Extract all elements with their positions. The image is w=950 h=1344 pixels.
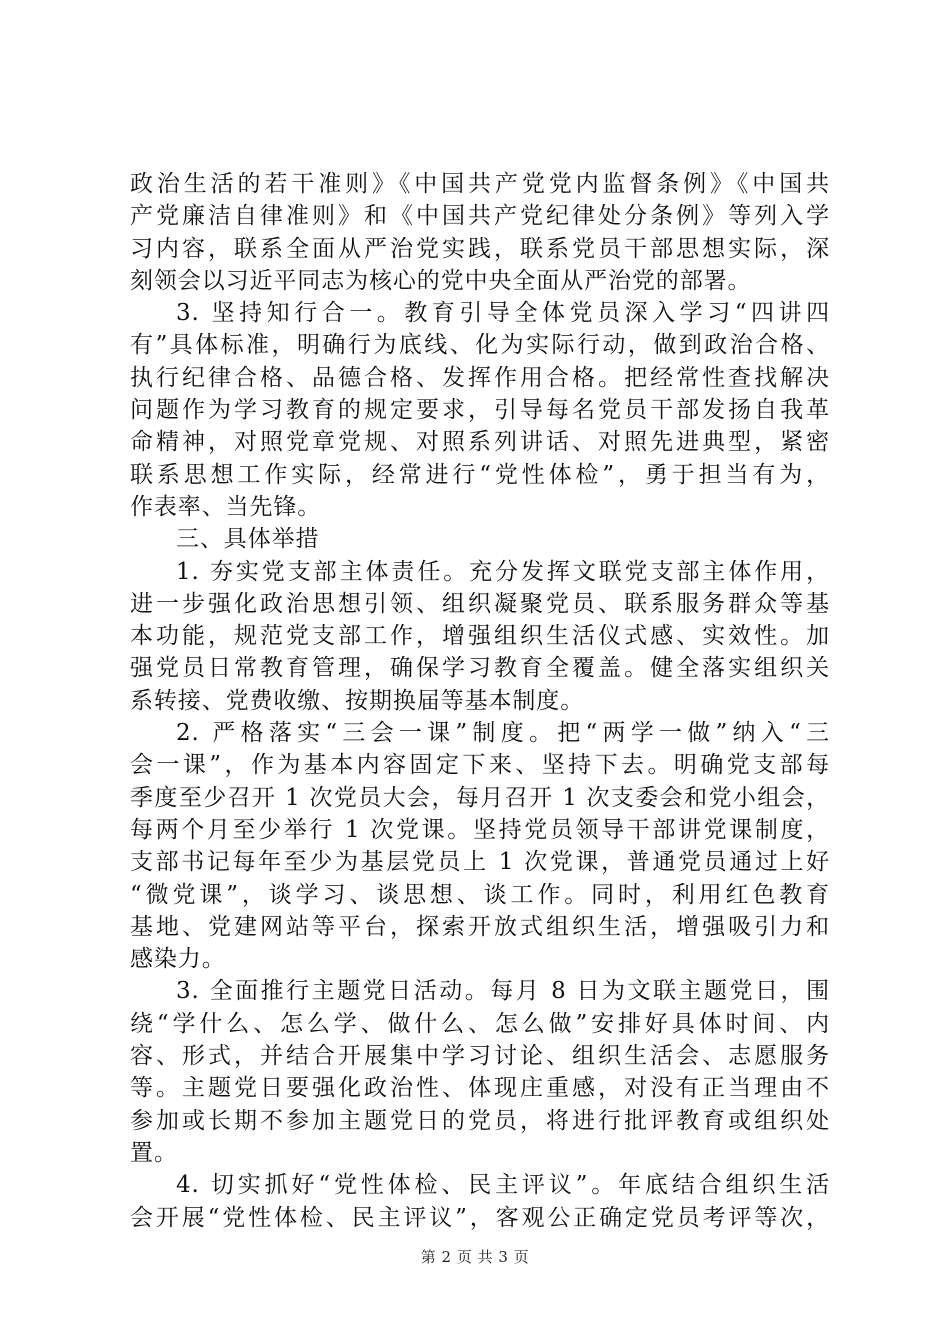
- body-text-line: 强党员日常教育管理，确保学习教育全覆盖。健全落实组织关: [130, 655, 830, 682]
- document-body: [130, 168, 830, 1234]
- body-text-line: 每两个月至少举行 1 次党课。坚持党员领导干部讲党课制度，: [130, 816, 830, 843]
- body-text-line: 1. 夯实党支部主体责任。充分发挥文联党支部主体作用，: [176, 558, 830, 585]
- body-text-line: 2. 严格落实“三会一课”制度。把“两学一做”纳入“三: [176, 720, 830, 747]
- body-text-line: “微党课”，谈学习、谈思想、谈工作。同时，利用红色教育: [130, 881, 830, 908]
- body-text-line: 有”具体标准，明确行为底线、化为实际行动，做到政治合格、: [130, 332, 830, 359]
- body-text-line: 习内容，联系全面从严治党实践，联系党员干部思想实际，深: [130, 235, 830, 262]
- body-text-line: 三、具体举措: [176, 526, 320, 553]
- body-text-line: 系转接、党费收缴、按期换届等基本制度。: [130, 687, 585, 714]
- body-text-line: 产党廉洁自律准则》和《中国共产党纪律处分条例》等列入学: [130, 203, 830, 230]
- body-text-line: 政治生活的若干准则》《中国共产党党内监督条例》《中国共: [130, 171, 830, 197]
- body-text-line: 等。主题党日要强化政治性、体现庄重感，对没有正当理由不: [130, 1075, 830, 1102]
- body-text-line: 进一步强化政治思想引领、组织凝聚党员、联系服务群众等基: [130, 590, 830, 617]
- body-text-line: 问题作为学习教育的规定要求，引导每名党员干部发扬自我革: [130, 397, 830, 424]
- body-text-line: 绕“学什么、怎么学、做什么、怎么做”安排好具体时间、内: [130, 1010, 830, 1037]
- body-text-line: 感染力。: [130, 946, 226, 973]
- body-text-line: 会开展“党性体检、民主评议”，客观公正确定党员考评等次，: [130, 1204, 830, 1231]
- body-text-line: 命精神，对照党章党规、对照系列讲话、对照先进典型，紧密: [130, 429, 830, 456]
- body-text-line: 执行纪律合格、品德合格、发挥作用合格。把经常性查找解决: [130, 364, 830, 391]
- body-text-line: 3. 全面推行主题党日活动。每月 8 日为文联主题党日，围: [176, 978, 830, 1005]
- body-text-line: 作表率、当先锋。: [130, 493, 322, 520]
- body-text-line: 支部书记每年至少为基层党员上 1 次党课，普通党员通过上好: [130, 849, 830, 876]
- body-text-line: 会一课”，作为基本内容固定下来、坚持下去。明确党支部每: [130, 752, 830, 779]
- body-text-line: 容、形式，并结合开展集中学习讨论、组织生活会、志愿服务: [130, 1043, 830, 1070]
- body-text-line: 刻领会以习近平同志为核心的党中央全面从严治党的部署。: [130, 267, 752, 294]
- body-text-line: 3. 坚持知行合一。教育引导全体党员深入学习“四讲四: [176, 300, 830, 327]
- body-text-line: 联系思想工作实际，经常进行“党性体检”，勇于担当有为，: [130, 461, 830, 488]
- body-text-line: 本功能，规范党支部工作，增强组织生活仪式感、实效性。加: [130, 623, 830, 650]
- body-text-line: 4. 切实抓好“党性体检、民主评议”。年底结合组织生活: [176, 1172, 830, 1199]
- page-footer: 第 2 页 共 3 页: [420, 1248, 530, 1266]
- body-text-line: 参加或长期不参加主题党日的党员，将进行批评教育或组织处: [130, 1107, 830, 1134]
- body-text-line: 季度至少召开 1 次党员大会，每月召开 1 次支委会和党小组会，: [130, 784, 830, 811]
- body-text-line: 基地、党建网站等平台，探索开放式组织生活，增强吸引力和: [130, 913, 830, 940]
- body-text-line: 置。: [130, 1139, 178, 1166]
